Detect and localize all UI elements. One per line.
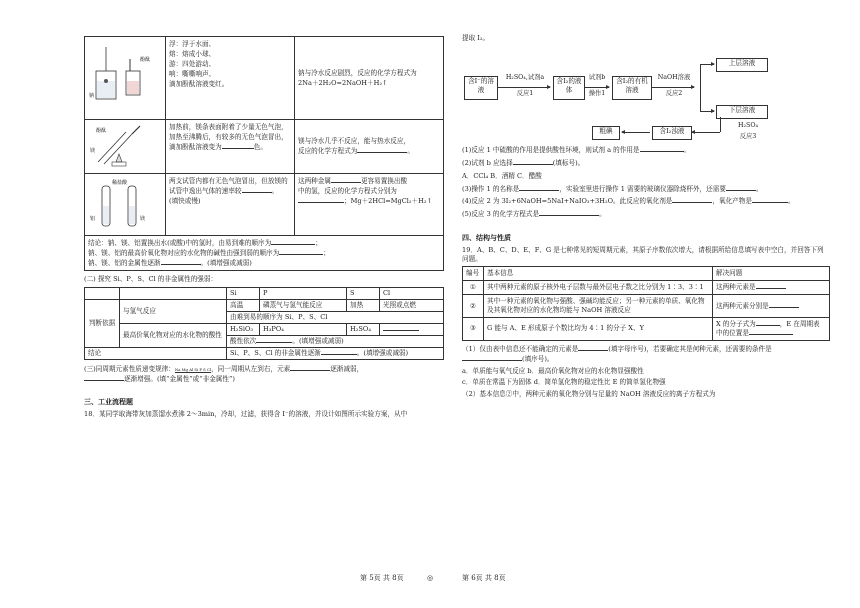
exp-conclusion-row xyxy=(85,235,444,271)
conclusion-sodium xyxy=(295,37,444,120)
flow-box-crude-iodine: 粗碘 xyxy=(592,126,620,140)
elem-solve-text: 这两种元素是 xyxy=(716,283,756,292)
nm-concl xyxy=(227,347,444,359)
iodine-flowchart xyxy=(462,44,830,140)
conclusion-magnesium xyxy=(295,120,444,174)
answer-blank[interactable] xyxy=(290,370,330,371)
nm-acid-order-tail: 。(填增强或减弱) xyxy=(292,336,344,345)
phenomenon-line: 滴加酚酞溶液变红。 xyxy=(169,79,229,88)
flow-arrow-1 xyxy=(498,87,550,88)
hydrochloric-acid-label: 稀盐酸 xyxy=(112,179,128,186)
q19-options-2: c．单质在常温下为固体 d．简单氢化物的稳定性比 E 的简单氢化物强 xyxy=(462,378,666,387)
elem-num: ③ xyxy=(463,318,484,341)
phenomenon-text: 试管中逸出气体的速率较 xyxy=(169,186,242,195)
elem-header-row xyxy=(463,267,830,281)
q-text: (1)反应 1 中硫酸的作用是提供酸性环境，则试剂 a 的作用是 xyxy=(462,145,640,154)
flow-box-lower: 下层溶液 xyxy=(716,105,768,119)
q19-sub2: （2）基本信息②中，两种元素的氧化物分别与足量的 NaOH 溶液反应的离子方程式为 xyxy=(462,390,716,399)
elem-row-1 xyxy=(463,281,830,295)
elem-info: 其中一种元素的氧化物与强酸、强碱均能反应；另一种元素的单质、氧化物及其氧化物对应的水化物均能与 NaOH 溶液反应 xyxy=(484,295,713,318)
answer-blank[interactable] xyxy=(749,334,793,335)
answer-blank[interactable] xyxy=(519,190,559,191)
nm-h2-row-1 xyxy=(85,300,444,312)
q-text: (3)操作 1 的名称是 xyxy=(462,184,520,193)
binding-circle-icon: ◎ xyxy=(427,574,434,582)
answer-blank[interactable] xyxy=(298,202,344,203)
left-page xyxy=(84,36,444,420)
nm-order: 由难到易的顺序为 Si、P、S、Cl xyxy=(227,312,444,324)
law-elements-arrow: Na Mg Al Si P S Cl xyxy=(174,366,212,372)
section-2-title: (二) 探究 Si、P、S、Cl 的非金属性的强弱： xyxy=(84,275,218,284)
periodic-law-line xyxy=(84,365,444,374)
conclusion-text: 镁与冷水几乎不反应，能与热水反应， xyxy=(298,137,411,146)
answer-blank[interactable] xyxy=(84,380,124,381)
q-text: (2)试剂 b 应选择 xyxy=(462,158,513,167)
phenomenon-line xyxy=(169,187,291,196)
two-test-tubes-icon xyxy=(88,176,158,230)
flow-lower-drop xyxy=(720,117,721,132)
q-text: 。 xyxy=(787,197,795,206)
law-mid: ，同一周期从左到右，元素 xyxy=(211,364,291,373)
magnesium-label: 镁 xyxy=(140,215,146,222)
phenomenon-line: 两支试管内都有无色气泡冒出，但放镁的 xyxy=(169,176,288,185)
answer-blank[interactable] xyxy=(578,350,608,351)
flow-arrow-upper xyxy=(700,64,714,65)
test-tube-heating-icon xyxy=(88,122,158,168)
flow-box-iodide: 含I⁻的溶液 xyxy=(464,76,498,100)
nm-head-p: P xyxy=(260,288,347,300)
conclusion-text xyxy=(298,177,440,186)
answer-blank[interactable] xyxy=(161,264,201,265)
nm-concl-tail: 。(填增强或减弱) xyxy=(356,348,409,357)
conclusion-text-part: ； xyxy=(323,248,330,257)
flow-arrow3-bottom: 反应2 xyxy=(665,89,683,97)
phenomenon-sodium xyxy=(166,37,295,120)
answer-blank[interactable] xyxy=(672,202,712,203)
q-text: ，实验室里进行操作 1 需要的玻璃仪器除烧杯外，还需要 xyxy=(559,184,726,193)
phenomenon-text: 。 xyxy=(271,186,279,195)
flow-box-organic: 含I₂的有机溶液 xyxy=(612,76,652,100)
nm-concl-text: Si、P、S、Cl 的非金属性逐渐 xyxy=(230,348,321,357)
elem-solve xyxy=(713,281,830,295)
q19-options-1: a．单质能与氧气反应 b．最高价氧化物对应的水化物显强酸性 xyxy=(462,366,644,375)
conclusion-text-part: 钠、镁、铝的最高价氧化物对应的水化物的碱性由强到弱的顺序为 xyxy=(88,248,280,257)
q18-sub4 xyxy=(462,197,830,206)
exp-row-sodium xyxy=(85,37,444,120)
answer-blank[interactable] xyxy=(242,192,272,193)
q-text: （1）仅由表中信息还不能确定的元素是 xyxy=(462,344,579,353)
nm-cond-s: 加热 xyxy=(347,300,380,312)
page-footer-right: 第 6页 共 8页 xyxy=(462,574,506,582)
right-page xyxy=(462,36,830,400)
answer-blank[interactable] xyxy=(513,164,553,165)
conclusion-acid xyxy=(295,173,444,235)
nm-judge-label: 判断依据 xyxy=(85,300,120,348)
answer-blank[interactable] xyxy=(462,360,522,361)
law-end: 逐渐增强。(填“金属性”或“非金属性”) xyxy=(124,374,235,383)
phenolphthalein-label: 酚酞 xyxy=(96,128,107,134)
answer-blank[interactable] xyxy=(222,148,254,149)
phenomenon-magnesium xyxy=(166,120,295,174)
beaker-sodium-icon xyxy=(88,39,158,109)
sodium-label: 钠 xyxy=(89,93,95,99)
elem-info: 其中两种元素的原子核外电子层数与最外层电子数之比分别为 1∶3、3∶1 xyxy=(484,281,713,295)
elem-info: G 能与 A、E 形成原子个数比均为 4∶1 的分子 X、Y xyxy=(484,318,713,341)
flow-arrow-3 xyxy=(652,87,694,88)
elem-solve-text: X 的分子式为 xyxy=(716,320,756,329)
conclusion-line xyxy=(88,249,440,258)
flow-arrow4-top: H₂SO₄ xyxy=(737,121,759,129)
conclusion-text-part: 。(填增强或减弱) xyxy=(200,258,252,267)
conclusion-text-part: 反应的化学方程式为 xyxy=(298,146,358,155)
nm-corner xyxy=(85,288,120,300)
equation-text: ；Mg＋2HCl=MgCl₂＋H₂↑ xyxy=(344,196,433,205)
conclusion-text xyxy=(298,147,440,156)
flow-arrow4-bottom: 反应3 xyxy=(739,132,757,140)
elem-row-3 xyxy=(463,318,830,341)
conclusion-text: 中的氢，反应的化学方程式分别为 xyxy=(298,186,397,195)
nm-acid-si: H₂SiO₃ xyxy=(227,324,260,336)
equation-text: 2Na＋2H₂O=2NaOH＋H₂↑ xyxy=(298,78,388,87)
nm-concl-label: 结论 xyxy=(85,347,227,359)
flow-box-iodine-liquid: 含I₂的液体 xyxy=(553,76,585,100)
q18-sub1 xyxy=(462,146,830,155)
q-text: (填字母序号)，若要确定其是何种元素，还需要的条件是 xyxy=(608,344,772,353)
flow-arrow3-top: NaOH溶液 xyxy=(657,73,691,81)
nm-acid-cl xyxy=(380,324,444,336)
q-text: ，氧化产物是 xyxy=(712,197,752,206)
flow-arrow-4 xyxy=(692,132,720,133)
q19-sub1 xyxy=(462,345,830,354)
phenomenon-line: 浮：浮于水面、 xyxy=(169,40,216,48)
conclusion-text-part: 更容易置换出酸 xyxy=(360,176,408,185)
nm-corner2 xyxy=(120,288,227,300)
q18-sub2 xyxy=(462,159,830,168)
conclusion-text-part: 钠、镁、铝的金属性逐渐 xyxy=(88,258,161,267)
flow-arrow2-bottom: 操作1 xyxy=(588,89,606,97)
nm-head-s: S xyxy=(347,288,380,300)
q18-options: A．CCl₄ B．酒精 C．醋酸 xyxy=(462,171,542,180)
answer-blank[interactable] xyxy=(357,152,407,153)
exp-conclusion xyxy=(85,235,444,271)
nm-head-cl: Cl xyxy=(380,288,444,300)
q18-text: 18．某同学取海带灰加蒸馏水煮沸 2～3min，冷却，过滤，获得含 I⁻的溶液，并设计如图所示实验方案，从中 xyxy=(84,409,408,418)
elem-num: ② xyxy=(463,295,484,318)
conclusion-line xyxy=(88,239,440,248)
elem-head-solve: 解决问题 xyxy=(713,267,830,281)
q-text: (5)反应 3 的化学方程式是 xyxy=(462,210,540,219)
law-mid2: 逐渐减弱， xyxy=(330,364,364,373)
conclusion-text-part: 结论：钠、镁、铝置换出水(或酸)中的氢时，由易到难的顺序为 xyxy=(88,238,272,247)
periodic-law-line-2 xyxy=(84,375,444,384)
nm-concl-row xyxy=(85,347,444,359)
nm-header-row xyxy=(85,288,444,300)
answer-blank[interactable] xyxy=(279,254,323,255)
nm-acid-order xyxy=(227,335,444,347)
answer-blank[interactable] xyxy=(321,354,357,355)
flow-arrow1-bottom: 反应1 xyxy=(516,89,534,97)
q19-text: 19．A、B、C、D、E、F、G 是七种常见的短周期元素，其原子序数依次增大，请根据所给信息填写表中空白，并回答下列问题。 xyxy=(462,245,824,263)
phenomenon-line: 熔：熔成小球、 xyxy=(169,49,216,58)
phenomenon-line: 游：四处游动、 xyxy=(169,59,216,68)
phenomenon-line: 加热至沸腾后，有较多的无色气泡冒出， xyxy=(169,132,288,141)
answer-blank[interactable] xyxy=(383,330,419,331)
flow-arrow-2 xyxy=(585,87,609,88)
q18-continuation: 提取 I₂。 xyxy=(462,34,490,42)
nm-head-si: Si xyxy=(227,288,260,300)
nm-cond-si: 高温 xyxy=(227,300,260,312)
exp-row-magnesium xyxy=(85,120,444,174)
q18-sub5 xyxy=(462,210,830,219)
section-3-title: 三、工业流程题 xyxy=(84,397,133,407)
q-text: (填标号)。 xyxy=(552,158,585,167)
conclusion-text-part: ； xyxy=(315,238,322,247)
phenomenon-line: 响：嘶嘶响声、 xyxy=(169,69,216,78)
phenomenon-text: 滴加酚酞溶液变为 xyxy=(169,142,222,151)
phenomenon-line: 加热前，镁条表面附着了少量无色气泡， xyxy=(169,123,288,131)
q19-sub1-line2 xyxy=(462,355,830,364)
aluminum-label: 铝 xyxy=(90,215,96,222)
answer-blank[interactable] xyxy=(539,215,599,216)
exp-row-acid xyxy=(85,173,444,235)
nm-h3-label: 最高价氧化物对应的水化物的酸性 xyxy=(120,324,227,348)
q-text: (4)反应 2 为 3I₂+6NaOH=5NaI+NaIO₃+3H₂O。此反应的氧化剂是 xyxy=(462,197,673,206)
phenomenon-acid xyxy=(166,173,295,235)
flow-split-line xyxy=(700,64,701,112)
elem-head-num: 编号 xyxy=(463,267,484,281)
flow-arrow-5 xyxy=(622,132,650,133)
phenolphthalein-label: 酚酞 xyxy=(140,57,151,63)
q18-sub3 xyxy=(462,185,830,194)
elem-num: ① xyxy=(463,281,484,295)
elem-solve-text: 这两种元素分别是 xyxy=(716,301,769,310)
q-text: 。 xyxy=(755,184,763,193)
elem-head-info: 基本信息 xyxy=(484,267,713,281)
nm-acid-s: H₂SO₄ xyxy=(347,324,380,336)
conclusion-text-part: 。 xyxy=(407,146,414,155)
magnesium-label: 镁 xyxy=(90,148,96,154)
nm-h2-label: 与氢气反应 xyxy=(120,300,227,324)
metal-experiment-table xyxy=(84,36,444,271)
flow-arrow2-top: 试剂b xyxy=(588,73,606,81)
elem-row-2 xyxy=(463,295,830,318)
illustration-sodium xyxy=(85,37,166,120)
flow-box-upper: 上层溶液 xyxy=(716,58,768,72)
q-text: 。 xyxy=(599,210,606,219)
nm-acid-order-text: 酸性依次 xyxy=(230,336,257,345)
conclusion-text-part: 这两种金属 xyxy=(298,176,331,185)
answer-blank[interactable] xyxy=(756,288,786,289)
flow-box-suspension: 含I₂浊液 xyxy=(652,126,692,140)
nm-acid-p: H₃PO₄ xyxy=(260,324,347,336)
answer-blank[interactable] xyxy=(752,202,788,203)
phenomenon-line xyxy=(169,143,291,152)
flow-arrow-lower xyxy=(700,111,714,112)
answer-blank[interactable] xyxy=(256,342,292,343)
phenomenon-line: (填快或慢) xyxy=(169,196,201,205)
conclusion-line xyxy=(88,259,440,268)
answer-blank[interactable] xyxy=(756,325,780,326)
illustration-acid xyxy=(85,173,166,235)
phenomenon-text: 色。 xyxy=(253,142,267,151)
q-text: 。 xyxy=(683,145,691,154)
answer-blank[interactable] xyxy=(769,307,799,308)
answer-blank[interactable] xyxy=(640,151,684,152)
element-info-table xyxy=(462,266,830,340)
answer-blank[interactable] xyxy=(726,190,756,191)
elem-solve xyxy=(713,295,830,318)
page-footer-left: 第 5页 共 8页 xyxy=(360,574,404,582)
section-4-title: 四、结构与性质 xyxy=(462,233,511,243)
elem-solve xyxy=(713,318,830,341)
nonmetal-table xyxy=(84,287,444,359)
nm-cond-cl: 光照或点燃 xyxy=(380,300,444,312)
nm-cond-p: 磷蒸气与氢气能反应 xyxy=(260,300,347,312)
answer-blank[interactable] xyxy=(331,182,361,183)
flow-arrow1-top: H₂SO₄,试剂a xyxy=(505,73,545,81)
conclusion-text xyxy=(298,197,440,206)
law-prefix: (三)同周期元素性质递变规律： xyxy=(84,364,175,373)
answer-blank[interactable] xyxy=(271,244,315,245)
elem-solve-text: ，E 在周期表中的位置是 xyxy=(716,320,820,337)
conclusion-text: 钠与冷水反应剧烈，反应的化学方程式为 xyxy=(298,68,417,77)
illustration-magnesium xyxy=(85,120,166,174)
q-text: (填序号)。 xyxy=(522,354,554,363)
nm-acid-row-1 xyxy=(85,324,444,336)
